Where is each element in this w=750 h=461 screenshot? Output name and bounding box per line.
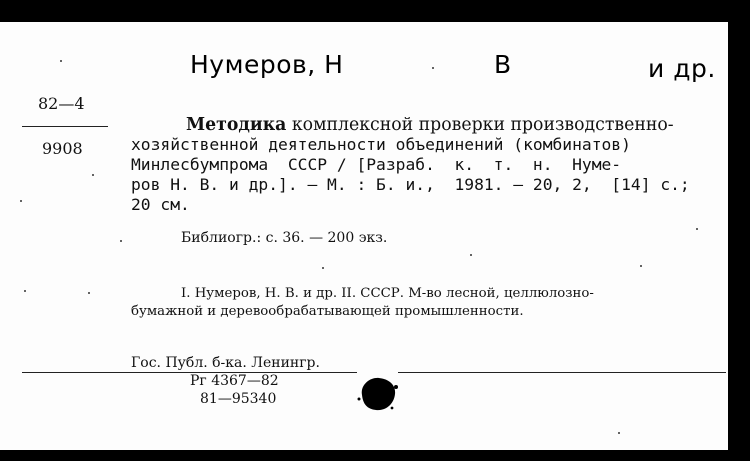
entry-line-4: ров Н. В. и др.]. — М. : Б. и., 1981. — 20, 2, [14] с.; xyxy=(131,175,690,194)
speck xyxy=(20,200,22,202)
shelfmark-divider xyxy=(22,126,108,127)
speck xyxy=(92,174,94,176)
shelfmark-bottom: 9908 xyxy=(42,139,83,158)
entry-line-1-text: комплексной проверки производственно- xyxy=(286,115,674,135)
entry-title: Методика xyxy=(186,115,287,135)
catalog-card xyxy=(0,22,728,450)
tracings-line-2: бумажной и деревообрабатывающей промышленности. xyxy=(131,304,524,319)
speck xyxy=(640,265,642,267)
speck xyxy=(470,254,472,256)
library-number-2: 81—95340 xyxy=(200,391,277,407)
speck xyxy=(88,292,90,294)
speck xyxy=(120,240,122,242)
speck xyxy=(322,267,324,269)
speck xyxy=(60,60,62,62)
shelfmark-top: 82—4 xyxy=(38,94,85,113)
speck xyxy=(432,67,434,69)
entry-line-1 xyxy=(186,115,674,135)
ink-blot xyxy=(356,375,398,413)
footer-rule-right xyxy=(398,372,726,373)
speck xyxy=(24,290,26,292)
entry-line-5: 20 см. xyxy=(131,195,190,214)
bibliography-note: Библиогр.: с. 36. — 200 экз. xyxy=(181,230,388,246)
library-name: Гос. Публ. б-ка. Ленингр. xyxy=(131,355,320,371)
library-number-1: Рг 4367—82 xyxy=(190,373,279,389)
tracings-line-1: I. Нумеров, Н. В. и др. II. СССР. М-во лесной, целлюлозно- xyxy=(181,286,594,301)
speck xyxy=(696,228,698,230)
speck xyxy=(618,432,620,434)
entry-line-3: Минлесбумпрома СССР / [Разраб. к. т. н. Нуме- xyxy=(131,155,622,174)
entry-line-2: хозяйственной деятельности объединений (комбинатов) xyxy=(131,135,631,154)
handwritten-initial: В xyxy=(494,50,512,79)
handwritten-etal: и др. xyxy=(648,54,716,83)
handwritten-author: Нумеров, Н xyxy=(190,50,344,79)
